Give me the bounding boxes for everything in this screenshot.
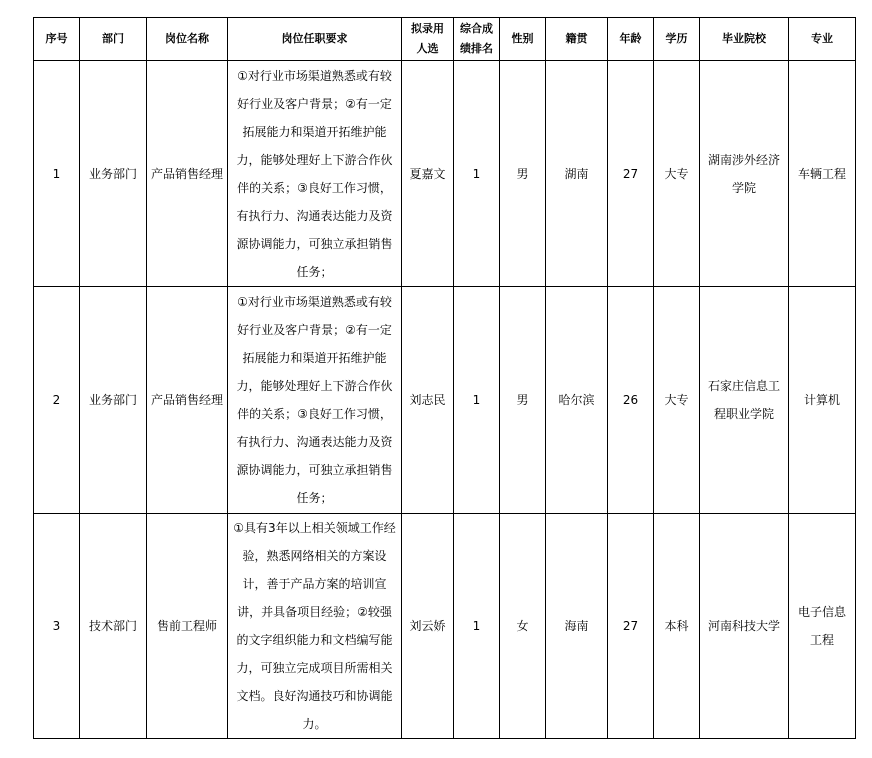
cell-index: 3 <box>34 514 80 739</box>
cell-school: 湖南涉外经济学院 <box>700 61 789 287</box>
cell-index: 2 <box>34 287 80 514</box>
cell-major: 车辆工程 <box>789 61 856 287</box>
cell-school: 石家庄信息工程职业学院 <box>700 287 789 514</box>
cell-gender: 女 <box>500 514 546 739</box>
cell-candidate: 夏嘉文 <box>402 61 454 287</box>
header-requirements: 岗位任职要求 <box>228 18 402 61</box>
cell-gender: 男 <box>500 61 546 287</box>
cell-gender: 男 <box>500 287 546 514</box>
header-candidate: 拟录用人选 <box>402 18 454 61</box>
table-row <box>34 514 856 739</box>
cell-candidate: 刘志民 <box>402 287 454 514</box>
cell-position: 产品销售经理 <box>147 61 228 287</box>
header-department: 部门 <box>80 18 147 61</box>
header-origin: 籍贯 <box>546 18 608 61</box>
header-major: 专业 <box>789 18 856 61</box>
table-row <box>34 287 856 514</box>
cell-department: 业务部门 <box>80 287 147 514</box>
table-row <box>34 61 856 287</box>
cell-age: 27 <box>608 514 654 739</box>
cell-requirements: ①对行业市场渠道熟悉或有较好行业及客户背景；②有一定拓展能力和渠道开拓维护能力，能够处理好上下游合作伙伴的关系；③良好工作习惯，有执行力、沟通表达能力及资源协调能力，可独立承担销售任务； <box>228 61 402 287</box>
cell-education: 大专 <box>654 287 700 514</box>
cell-education: 大专 <box>654 61 700 287</box>
cell-major: 计算机 <box>789 287 856 514</box>
header-education: 学历 <box>654 18 700 61</box>
cell-origin: 海南 <box>546 514 608 739</box>
cell-requirements: ①具有3年以上相关领域工作经验，熟悉网络相关的方案设计，善于产品方案的培训宣讲，并具备项目经验；②较强的文字组织能力和文档编写能力，可独立完成项目所需相关文档。良好沟通技巧和协调能力。 <box>228 514 402 739</box>
cell-rank: 1 <box>454 61 500 287</box>
cell-age: 27 <box>608 61 654 287</box>
cell-rank: 1 <box>454 514 500 739</box>
cell-age: 26 <box>608 287 654 514</box>
cell-origin: 哈尔滨 <box>546 287 608 514</box>
cell-major: 电子信息工程 <box>789 514 856 739</box>
cell-candidate: 刘云娇 <box>402 514 454 739</box>
cell-origin: 湖南 <box>546 61 608 287</box>
cell-position: 售前工程师 <box>147 514 228 739</box>
table-header-row <box>34 18 856 61</box>
cell-education: 本科 <box>654 514 700 739</box>
cell-requirements: ①对行业市场渠道熟悉或有较好行业及客户背景；②有一定拓展能力和渠道开拓维护能力，能够处理好上下游合作伙伴的关系；③良好工作习惯，有执行力、沟通表达能力及资源协调能力，可独立承担销售任务； <box>228 287 402 514</box>
cell-rank: 1 <box>454 287 500 514</box>
cell-index: 1 <box>34 61 80 287</box>
header-school: 毕业院校 <box>700 18 789 61</box>
cell-position: 产品销售经理 <box>147 287 228 514</box>
header-position: 岗位名称 <box>147 18 228 61</box>
header-gender: 性别 <box>500 18 546 61</box>
cell-department: 技术部门 <box>80 514 147 739</box>
header-age: 年龄 <box>608 18 654 61</box>
cell-school: 河南科技大学 <box>700 514 789 739</box>
hiring-roster-table <box>33 17 856 739</box>
cell-department: 业务部门 <box>80 61 147 287</box>
header-index: 序号 <box>34 18 80 61</box>
header-rank: 综合成绩排名 <box>454 18 500 61</box>
